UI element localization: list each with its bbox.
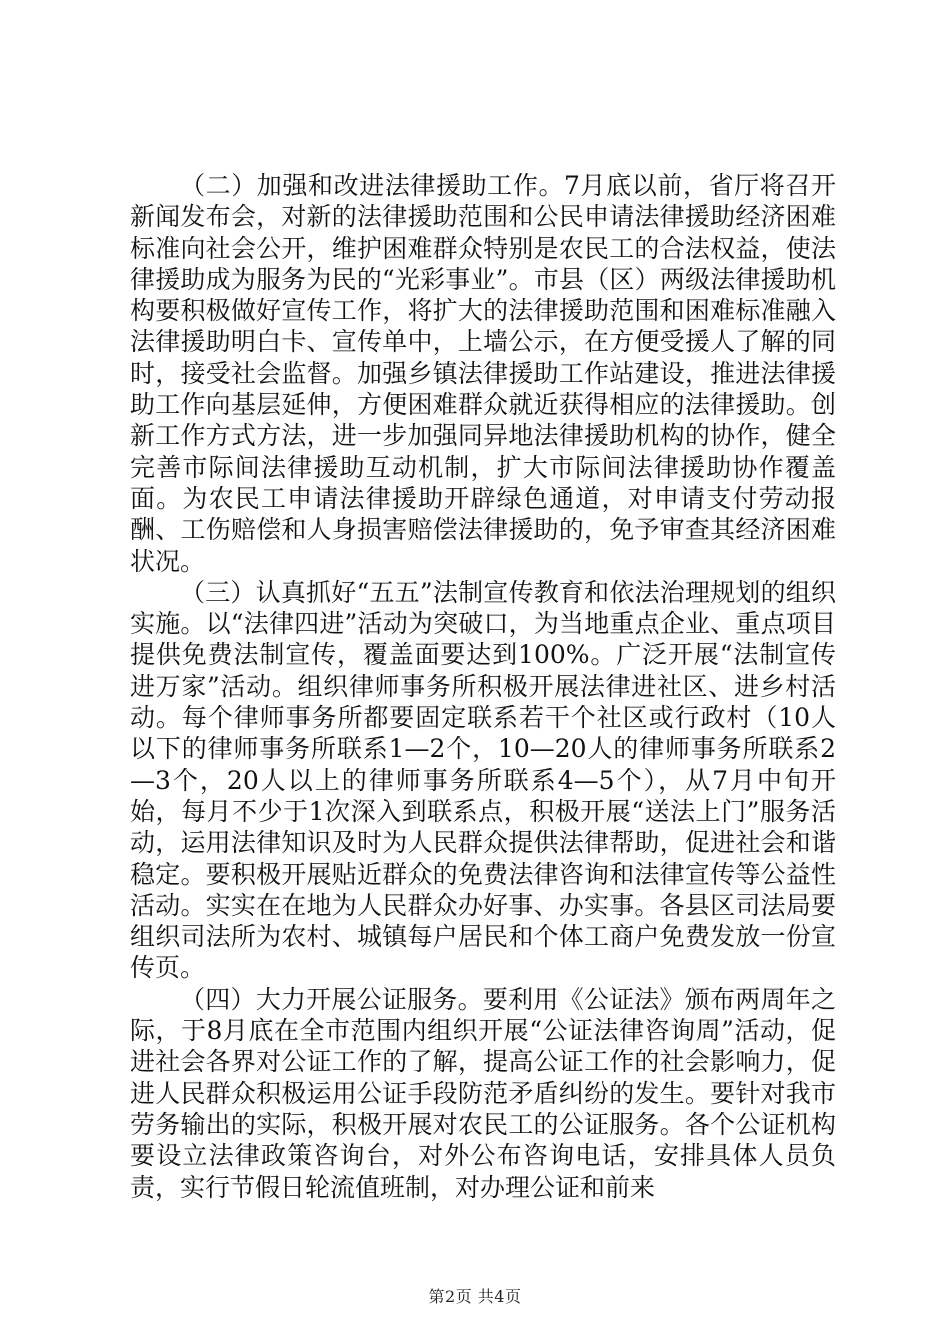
paragraph-legal-education: （三）认真抓好“五五”法制宣传教育和依法治理规划的组织实施。以“法律四进”活动为突破口，为当地重点企业、重点项目提供免费法制宣传，覆盖面要达到100%。广泛开展“法制宣传进万家”活动。组织律师事务所积极开展法律进社区、进乡村活动。每个律师事务所都要固定联系若干个社区或行政村（10人以下的律师事务所联系1—2个，10—20人的律师事务所联系2—3个，20人以上的律师事务所联系4—5个），从7月中旬开始，每月不少于1次深入到联系点，积极开展“送法上门”服务活动，运用法律知识及时为人民群众提供法律帮助，促进社会和谐稳定。要积极开展贴近群众的免费法律咨询和法律宣传等公益性活动。实实在在地为人民群众办好事、办实事。各县区司法局要组织司法所为农村、城镇每户居民和个体工商户免费发放一份宣传页。 xyxy=(130,577,836,983)
page-number-footer: 第2页 共4页 xyxy=(428,1287,522,1306)
paragraph-legal-aid: （二）加强和改进法律援助工作。7月底以前，省厅将召开新闻发布会，对新的法律援助范围和公民申请法律援助经济困难标准向社会公开，维护困难群众特别是农民工的合法权益，使法律援助成为服务为民的“光彩事业”。市县（区）两级法律援助机构要积极做好宣传工作，将扩大的法律援助范围和困难标准融入法律援助明白卡、宣传单中，上墙公示，在方便受援人了解的同时，接受社会监督。加强乡镇法律援助工作站建设，推进法律援助工作向基层延伸，方便困难群众就近获得相应的法律援助。创新工作方式方法，进一步加强同异地法律援助机构的协作，健全完善市际间法律援助互动机制，扩大市际间法律援助协作覆盖面。为农民工申请法律援助开辟绿色通道，对申请支付劳动报酬、工伤赔偿和人身损害赔偿法律援助的，免予审查其经济困难状况。 xyxy=(130,171,836,576)
document-body xyxy=(130,170,836,1203)
paragraph-notary-service: （四）大力开展公证服务。要利用《公证法》颁布两周年之际，于8月底在全市范围内组织开展“公证法律咨询周”活动，促进社会各界对公证工作的了解，提高公证工作的社会影响力，促进人民群众积极运用公证手段防范矛盾纠纷的发生。要针对我市劳务输出的实际，积极开展对农民工的公证服务。各个公证机构要设立法律政策咨询台，对外公布咨询电话，安排具体人员负责，实行节假日轮流值班制，对办理公证和前来 xyxy=(130,984,836,1202)
